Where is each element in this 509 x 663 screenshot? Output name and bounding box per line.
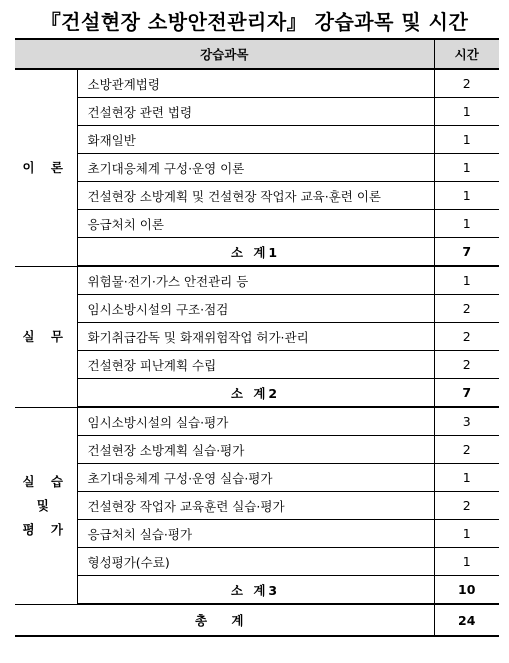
subtotal-hours: 10 xyxy=(434,576,499,605)
subject-cell: 임시소방시설의 구조·점검 xyxy=(77,295,434,323)
hours-cell: 1 xyxy=(434,464,499,492)
subject-cell: 초기대응체계 구성·운영 실습·평가 xyxy=(77,464,434,492)
subject-cell: 응급처치 이론 xyxy=(77,210,434,238)
hours-cell: 1 xyxy=(434,126,499,154)
category-cell: 실 무 xyxy=(15,266,77,407)
subject-cell: 건설현장 소방계획 및 건설현장 작업자 교육·훈련 이론 xyxy=(77,182,434,210)
table-row xyxy=(15,210,499,238)
table-row xyxy=(15,351,499,379)
total-label: 총 계 xyxy=(15,604,434,636)
table-row xyxy=(15,295,499,323)
hours-cell: 1 xyxy=(434,266,499,295)
hours-cell: 1 xyxy=(434,210,499,238)
table-row xyxy=(15,126,499,154)
table-row xyxy=(15,520,499,548)
subject-cell: 초기대응체계 구성·운영 이론 xyxy=(77,154,434,182)
table-row xyxy=(15,69,499,98)
document-title: 『건설현장 소방안전관리자』 강습과목 및 시간 xyxy=(40,10,469,34)
table-row xyxy=(15,182,499,210)
subtotal-hours: 7 xyxy=(434,238,499,267)
subtotal-label: 소 계3 xyxy=(77,576,434,605)
table-header-row xyxy=(15,39,499,69)
hours-cell: 1 xyxy=(434,98,499,126)
table-row xyxy=(15,464,499,492)
subject-cell: 건설현장 소방계획 실습·평가 xyxy=(77,436,434,464)
subject-cell: 응급처치 실습·평가 xyxy=(77,520,434,548)
subject-cell: 화재일반 xyxy=(77,126,434,154)
subtotal-row xyxy=(15,238,499,267)
total-row xyxy=(15,604,499,636)
subject-cell: 건설현장 피난계획 수립 xyxy=(77,351,434,379)
hours-cell: 2 xyxy=(434,436,499,464)
hours-cell: 2 xyxy=(434,69,499,98)
hours-cell: 1 xyxy=(434,154,499,182)
subtotal-row xyxy=(15,379,499,408)
table-row xyxy=(15,407,499,436)
hours-cell: 2 xyxy=(434,295,499,323)
table-row xyxy=(15,548,499,576)
hours-cell: 2 xyxy=(434,351,499,379)
subtotal-label: 소 계2 xyxy=(77,379,434,408)
hours-cell: 2 xyxy=(434,323,499,351)
subtotal-hours: 7 xyxy=(434,379,499,408)
hours-cell: 1 xyxy=(434,548,499,576)
subject-cell: 형성평가(수료) xyxy=(77,548,434,576)
table-row xyxy=(15,266,499,295)
table-row xyxy=(15,98,499,126)
hours-cell: 1 xyxy=(434,520,499,548)
hours-cell: 1 xyxy=(434,182,499,210)
hours-cell: 3 xyxy=(434,407,499,436)
table-row xyxy=(15,154,499,182)
course-table xyxy=(15,38,499,637)
total-hours: 24 xyxy=(434,604,499,636)
hours-cell: 2 xyxy=(434,492,499,520)
subject-cell: 소방관계법령 xyxy=(77,69,434,98)
table-row xyxy=(15,436,499,464)
subject-cell: 화기취급감독 및 화재위험작업 허가·관리 xyxy=(77,323,434,351)
subject-cell: 임시소방시설의 실습·평가 xyxy=(77,407,434,436)
subject-cell: 위험물·전기·가스 안전관리 등 xyxy=(77,266,434,295)
subject-cell: 건설현장 작업자 교육훈련 실습·평가 xyxy=(77,492,434,520)
hours-column-header: 시간 xyxy=(434,39,499,69)
subject-cell: 건설현장 관련 법령 xyxy=(77,98,434,126)
subject-column-header: 강습과목 xyxy=(15,39,434,69)
category-cell: 실 습 및 평 가 xyxy=(15,407,77,604)
table-row xyxy=(15,323,499,351)
table-body xyxy=(15,69,499,636)
category-cell: 이 론 xyxy=(15,69,77,266)
subtotal-label: 소 계1 xyxy=(77,238,434,267)
subtotal-row xyxy=(15,576,499,605)
table-row xyxy=(15,492,499,520)
